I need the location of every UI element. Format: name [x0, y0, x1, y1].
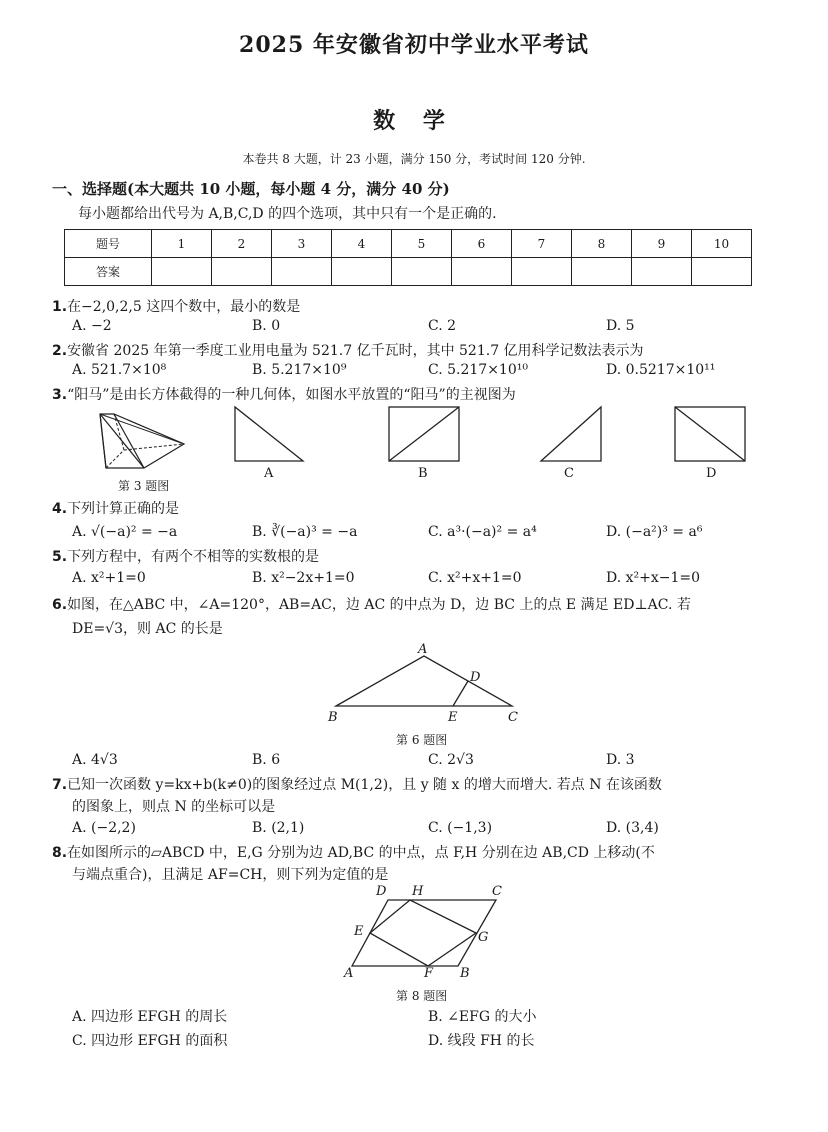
q6-triangle-figure	[336, 652, 516, 712]
question-number: 5.	[52, 549, 68, 565]
answer-cell[interactable]	[212, 258, 272, 286]
q6-option-c: C. 2√3	[428, 752, 474, 768]
q5-option-c: C. x²+x+1=0	[428, 570, 522, 586]
question-text: 下列计算正确的是	[67, 501, 180, 517]
answer-cell[interactable]	[452, 258, 512, 286]
table-header-cell: 10	[692, 230, 752, 258]
table-header-cell: 5	[392, 230, 452, 258]
q6-label-b: B	[328, 710, 338, 725]
q3-option-c-view	[540, 406, 602, 462]
q6-label-a: A	[418, 642, 428, 657]
q6-label-d: D	[470, 670, 481, 685]
question-number: 3.	[52, 387, 68, 403]
q2-option-c: C. 5.217×10¹⁰	[428, 362, 528, 378]
q7-option-d: D. (3,4)	[606, 820, 659, 836]
q6-option-a: A. 4√3	[72, 752, 118, 768]
answer-table-header-row	[65, 230, 752, 258]
answer-cell[interactable]	[332, 258, 392, 286]
answer-cell[interactable]	[692, 258, 752, 286]
q3-option-b-label: B	[418, 466, 428, 481]
exam-title: 2025 年安徽省初中学业水平考试	[239, 32, 589, 58]
exam-note: 本卷共 8 大题，计 23 小题，满分 150 分，考试时间 120 分钟.	[242, 152, 586, 166]
answer-cell[interactable]	[572, 258, 632, 286]
q1-option-b: B. 0	[252, 318, 281, 334]
q4-option-a: A. √(−a)² = −a	[72, 524, 178, 540]
q8-label-e: E	[354, 924, 364, 939]
question-7-line2: 的图象上，则点 N 的坐标可以是	[72, 799, 276, 815]
q4-option-c: C. a³·(−a)² = a⁴	[428, 524, 537, 540]
answer-cell[interactable]	[392, 258, 452, 286]
question-number: 8.	[52, 845, 68, 861]
subject-title: 数 学	[373, 108, 455, 134]
question-text: 已知一次函数 y=kx+b(k≠0)的图象经过点 M(1,2)，且 y 随 x 的增大而增大. 若点 N 在该函数	[67, 777, 662, 793]
q1-option-a: A. −2	[72, 318, 112, 334]
q6-figure-caption: 第 6 题图	[396, 733, 448, 747]
question-6	[52, 594, 691, 614]
question-number: 2.	[52, 343, 68, 359]
question-6-line2: DE=√3，则 AC 的长是	[72, 621, 223, 637]
question-1	[52, 296, 300, 316]
q4-option-d: D. (−a²)³ = a⁶	[606, 524, 703, 540]
answer-cell[interactable]	[272, 258, 332, 286]
q3-yangma-solid-figure	[94, 410, 194, 472]
question-text: 在如图所示的▱ABCD 中，E,G 分别为边 AD,BC 的中点，点 F,H 分别在边 AB,CD 上移动(不	[67, 845, 655, 861]
question-7	[52, 774, 662, 794]
q3-option-b-view	[388, 406, 460, 462]
q6-label-c: C	[508, 710, 518, 725]
answer-cell[interactable]	[152, 258, 212, 286]
q1-option-d: D. 5	[606, 318, 635, 334]
q3-option-d-label: D	[706, 466, 717, 481]
question-8	[52, 842, 655, 862]
question-text: 在−2,0,2,5 这四个数中，最小的数是	[67, 299, 301, 315]
section-heading: 一、选择题(本大题共 10 小题，每小题 4 分，满分 40 分)	[52, 180, 450, 198]
q8-option-d: D. 线段 FH 的长	[428, 1033, 535, 1049]
table-header-cell: 1	[152, 230, 212, 258]
q3-option-d-view	[674, 406, 746, 462]
question-4	[52, 498, 179, 518]
q3-figure-caption: 第 3 题图	[118, 479, 170, 493]
q6-option-d: D. 3	[606, 752, 635, 768]
question-text: 如图，在△ABC 中，∠A=120°，AB=AC，边 AC 的中点为 D，边 BC 上的点 E 满足 ED⊥AC. 若	[67, 597, 691, 613]
answer-table	[64, 229, 752, 286]
q8-figure-caption: 第 8 题图	[396, 989, 448, 1003]
q8-label-g: G	[478, 930, 489, 945]
question-number: 6.	[52, 597, 68, 613]
question-number: 4.	[52, 501, 68, 517]
answer-cell[interactable]	[512, 258, 572, 286]
answer-cell[interactable]	[632, 258, 692, 286]
q8-label-d: D	[376, 884, 387, 899]
question-text: “阳马”是由长方体截得的一种几何体，如图水平放置的“阳马”的主视图为	[67, 387, 516, 403]
q7-option-b: B. (2,1)	[252, 820, 305, 836]
q5-option-d: D. x²+x−1=0	[606, 570, 701, 586]
q6-label-e: E	[448, 710, 458, 725]
q3-option-a-view	[234, 406, 304, 462]
q1-option-c: C. 2	[428, 318, 457, 334]
q4-option-b: B. ∛(−a)³ = −a	[252, 524, 358, 540]
table-header-cell: 9	[632, 230, 692, 258]
question-number: 1.	[52, 299, 68, 315]
question-5	[52, 546, 319, 566]
q5-option-a: A. x²+1=0	[72, 570, 146, 586]
q8-label-a: A	[344, 966, 354, 981]
table-header-cell: 8	[572, 230, 632, 258]
q3-option-c-label: C	[564, 466, 574, 481]
table-header-cell: 题号	[65, 230, 152, 258]
q7-option-a: A. (−2,2)	[72, 820, 136, 836]
question-3	[52, 384, 516, 404]
q8-label-f: F	[424, 966, 434, 981]
q2-option-b: B. 5.217×10⁹	[252, 362, 347, 378]
q8-label-h: H	[412, 884, 424, 899]
question-text: 下列方程中，有两个不相等的实数根的是	[67, 549, 320, 565]
q8-label-c: C	[492, 884, 502, 899]
question-text: 安徽省 2025 年第一季度工业用电量为 521.7 亿千瓦时，其中 521.7 亿用科学记数法表示为	[67, 343, 644, 359]
question-number: 7.	[52, 777, 68, 793]
section-instruction: 每小题都给出代号为 A,B,C,D 的四个选项，其中只有一个是正确的.	[78, 206, 497, 222]
q8-option-c: C. 四边形 EFGH 的面积	[72, 1033, 228, 1049]
q8-option-a: A. 四边形 EFGH 的周长	[72, 1009, 228, 1025]
q6-option-b: B. 6	[252, 752, 281, 768]
q8-label-b: B	[460, 966, 470, 981]
question-2	[52, 340, 644, 360]
table-header-cell: 7	[512, 230, 572, 258]
q7-option-c: C. (−1,3)	[428, 820, 493, 836]
table-header-cell: 4	[332, 230, 392, 258]
answer-table-answer-row	[65, 258, 752, 286]
q2-option-d: D. 0.5217×10¹¹	[606, 362, 716, 378]
q8-option-b: B. ∠EFG 的大小	[428, 1009, 537, 1025]
table-header-cell: 3	[272, 230, 332, 258]
table-header-cell: 2	[212, 230, 272, 258]
q5-option-b: B. x²−2x+1=0	[252, 570, 355, 586]
table-header-cell: 6	[452, 230, 512, 258]
q2-option-a: A. 521.7×10⁸	[72, 362, 167, 378]
table-row-label: 答案	[65, 258, 152, 286]
question-8-line2: 与端点重合)，且满足 AF=CH，则下列为定值的是	[72, 867, 389, 883]
q3-option-a-label: A	[264, 466, 274, 481]
